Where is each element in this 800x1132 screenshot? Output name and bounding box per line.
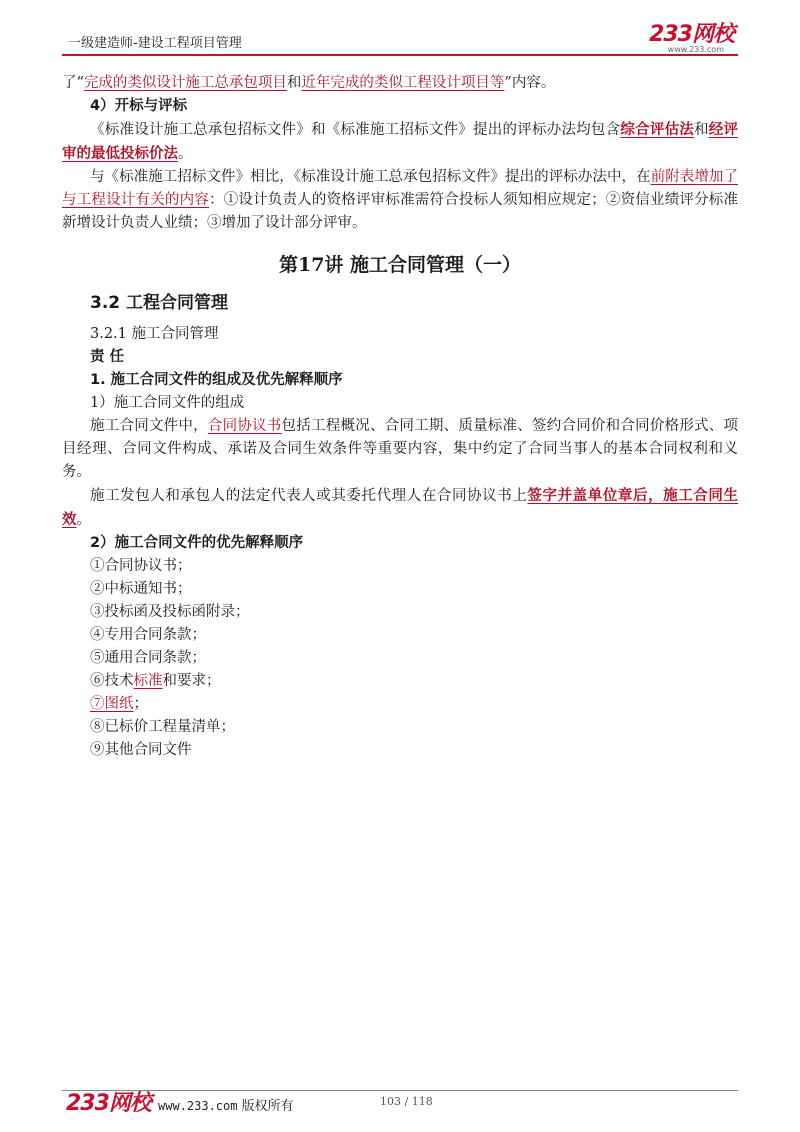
keyword-link[interactable]: 综合评估法 [620, 121, 695, 138]
list-item: ⑦图纸； [90, 696, 148, 712]
paragraph-effectiveness: 施工发包人和承包人的法定代表人或其委托代理人在合同协议书上签字并盖单位章后，施工合同生效。 [62, 487, 739, 528]
page-number: 103 / 118 [380, 1095, 433, 1108]
keyword-link[interactable]: 合同协议书 [207, 418, 282, 434]
footer-logo[interactable]: 233网校 [66, 1091, 151, 1116]
keyword-link[interactable]: 经评审的最低投标价法 [62, 121, 739, 162]
heading-contract-documents: 1. 施工合同文件的组成及优先解释顺序 [90, 372, 343, 388]
heading-priority-order: 2）施工合同文件的优先解释顺序 [90, 535, 304, 551]
list-item: ④专用合同条款； [90, 627, 206, 643]
document-body [62, 72, 738, 762]
footer-copyright: 版权所有 [241, 1099, 294, 1114]
keyword-link[interactable]: 近年完成的类似工程设计项目等 [301, 75, 505, 91]
keyword-link[interactable]: 图纸 [104, 696, 134, 712]
section-title: 3.2 工程合同管理 [90, 293, 229, 313]
keyword-link[interactable]: 前附表增加了与工程设计有关的内容 [62, 169, 738, 208]
footer-url[interactable]: www.233.com [158, 1099, 238, 1113]
list-item: ①合同协议书； [90, 558, 192, 574]
header-logo[interactable] [649, 24, 734, 54]
page-header [62, 22, 738, 54]
list-item: ⑧已标价工程量清单； [90, 719, 235, 735]
keyword-link[interactable]: 签字并盖单位章后，施工合同生效 [62, 487, 739, 528]
list-item: ⑥技术标准和要求； [90, 673, 221, 689]
paragraph-evaluation-methods: 《标准设计施工总承包招标文件》和《标准施工招标文件》提出的评标办法均包含综合评估法和经评审的最低投标价法。 [62, 121, 739, 162]
header-logo-url: www.233.com [667, 45, 724, 54]
lecture-title: 第17讲 施工合同管理（一） [278, 254, 522, 276]
paragraph-comparison: 与《标准施工招标文件》相比，《标准设计施工总承包招标文件》提出的评标办法中，在前附表增加了与工程设计有关的内容：①设计负责人的资格评审标准需符合投标人须知相应规定；②资信业绩评分标准新增设计负责人业绩；③增加了设计部分评审。 [62, 169, 738, 231]
header-logo-text: 233网校 [649, 22, 734, 47]
header-title: 一级建造师-建设工程项目管理 [68, 36, 242, 51]
page-footer [62, 1092, 738, 1116]
list-item: ⑤通用合同条款； [90, 650, 206, 666]
footer-divider [62, 1090, 738, 1091]
keyword-link[interactable]: 完成的类似设计施工总承包项目 [83, 75, 287, 91]
list-item: ②中标通知书； [90, 581, 192, 597]
paragraph-agreement: 施工合同文件中，合同协议书包括工程概况、合同工期、质量标准、签约合同价和合同价格形式、项目经理、合同文件构成、承诺及合同生效条件等重要内容，集中约定了合同当事人的基本合同权利和义务。 [62, 418, 739, 480]
subsection-title: 3.2.1 施工合同管理 [90, 326, 219, 342]
heading-bid-opening: 4）开标与评标 [90, 98, 188, 114]
paragraph-prior-content: 了“完成的类似设计施工总承包项目和近年完成的类似工程设计项目等”内容。 [62, 75, 556, 91]
footer-site-info [158, 1095, 294, 1114]
list-item: ③投标函及投标函附录； [90, 604, 250, 620]
heading-composition: 1）施工合同文件的组成 [90, 395, 245, 411]
list-item: ⑨其他合同文件 [90, 742, 192, 758]
responsibility-label: 责 任 [90, 349, 125, 365]
keyword-link[interactable]: 标准 [133, 673, 163, 689]
header-divider [62, 54, 738, 56]
